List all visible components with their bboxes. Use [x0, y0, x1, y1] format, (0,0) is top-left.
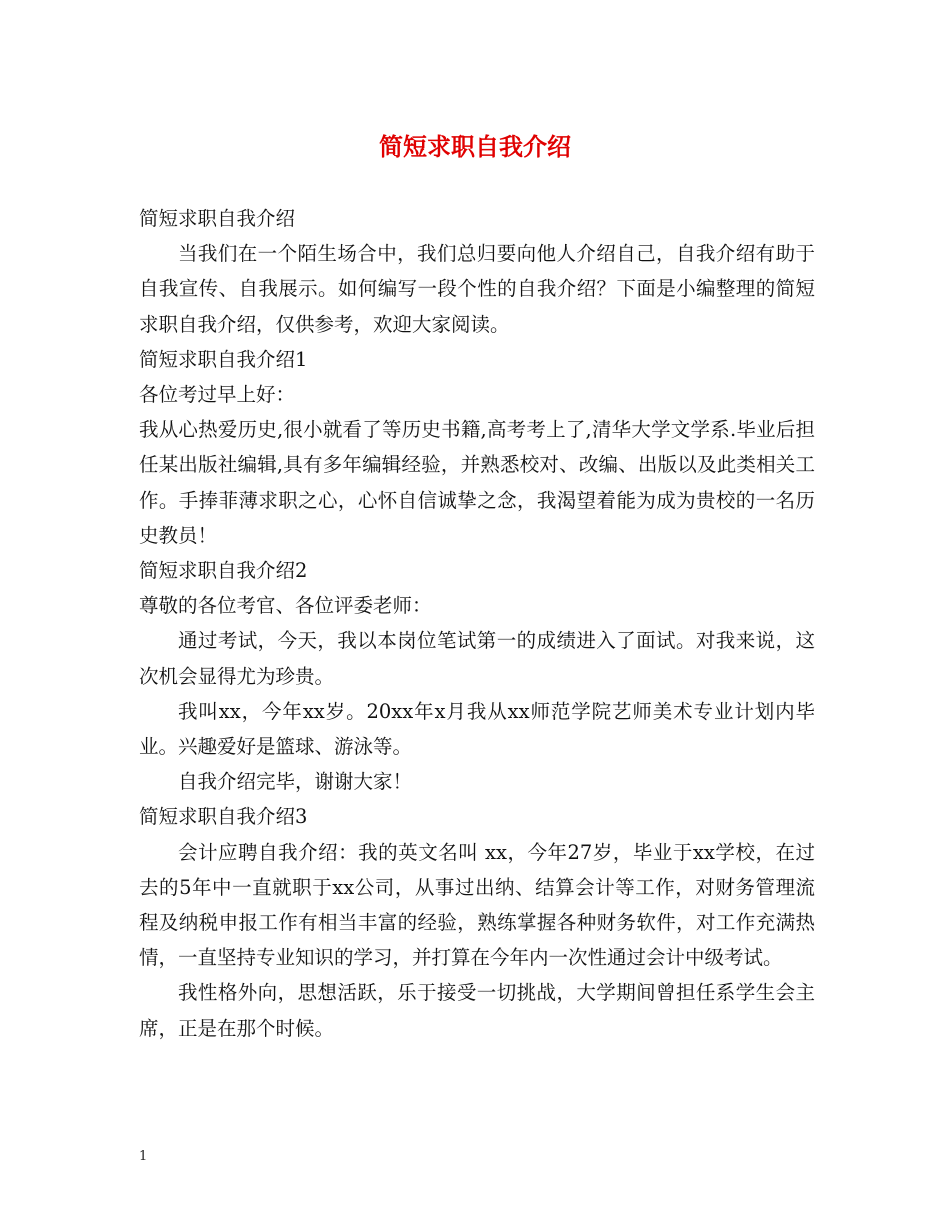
paragraph: 自我介绍完毕，谢谢大家！ [178, 770, 413, 794]
paragraph: 尊敬的各位考官、各位评委老师： [139, 594, 432, 618]
document-title: 简短求职自我介绍 [379, 132, 571, 161]
section-heading: 简短求职自我介绍3 [139, 805, 308, 829]
section-heading: 简短求职自我介绍1 [139, 347, 308, 371]
paragraph: 当我们在一个陌生场合中，我们总归要向他人介绍自己，自我介绍有助于自我宣传、自我展示。如何编写一段个性的自我介绍？下面是小编整理的简短求职自我介绍，仅供参考，欢迎大家阅读。 [139, 242, 815, 336]
paragraph: 简短求职自我介绍 [139, 207, 296, 230]
section-heading: 简短求职自我介绍2 [139, 559, 308, 583]
paragraph: 我叫xx，今年xx岁。20xx年x月我从xx师范学院艺师美术专业计划内毕业。兴趣爱好是篮球、游泳等。 [139, 699, 815, 759]
paragraph: 通过考试，今天，我以本岗位笔试第一的成绩进入了面试。对我来说，这次机会显得尤为珍贵。 [139, 629, 815, 688]
paragraph: 各位考过早上好： [139, 383, 296, 407]
paragraph: 我性格外向，思想活跃，乐于接受一切挑战，大学期间曾担任系学生会主席，正是在那个时候。 [139, 981, 815, 1040]
page-number: 1 [139, 1149, 148, 1164]
paragraph: 会计应聘自我介绍：我的英文名叫 xx，今年27岁，毕业于xx学校，在过去的5年中一直就职于xx公司，从事过出纳、结算会计等工作，对财务管理流程及纳税申报工作有相当丰富的经验，熟练掌握各种财务软件，对工作充满热情，一直坚持专业知识的学习，并打算在今年内一次性通过会计中级考试。 [139, 840, 815, 970]
paragraph: 我从心热爱历史,很小就看了等历史书籍,高考考上了,清华大学文学系.毕业后担任某出版社编辑,具有多年编辑经验，并熟悉校对、改编、出版以及此类相关工作。手捧菲薄求职之心，心怀自信诚挚之念，我渴望着能为成为贵校的一名历史教员！ [139, 418, 815, 547]
document-body [139, 201, 815, 1046]
